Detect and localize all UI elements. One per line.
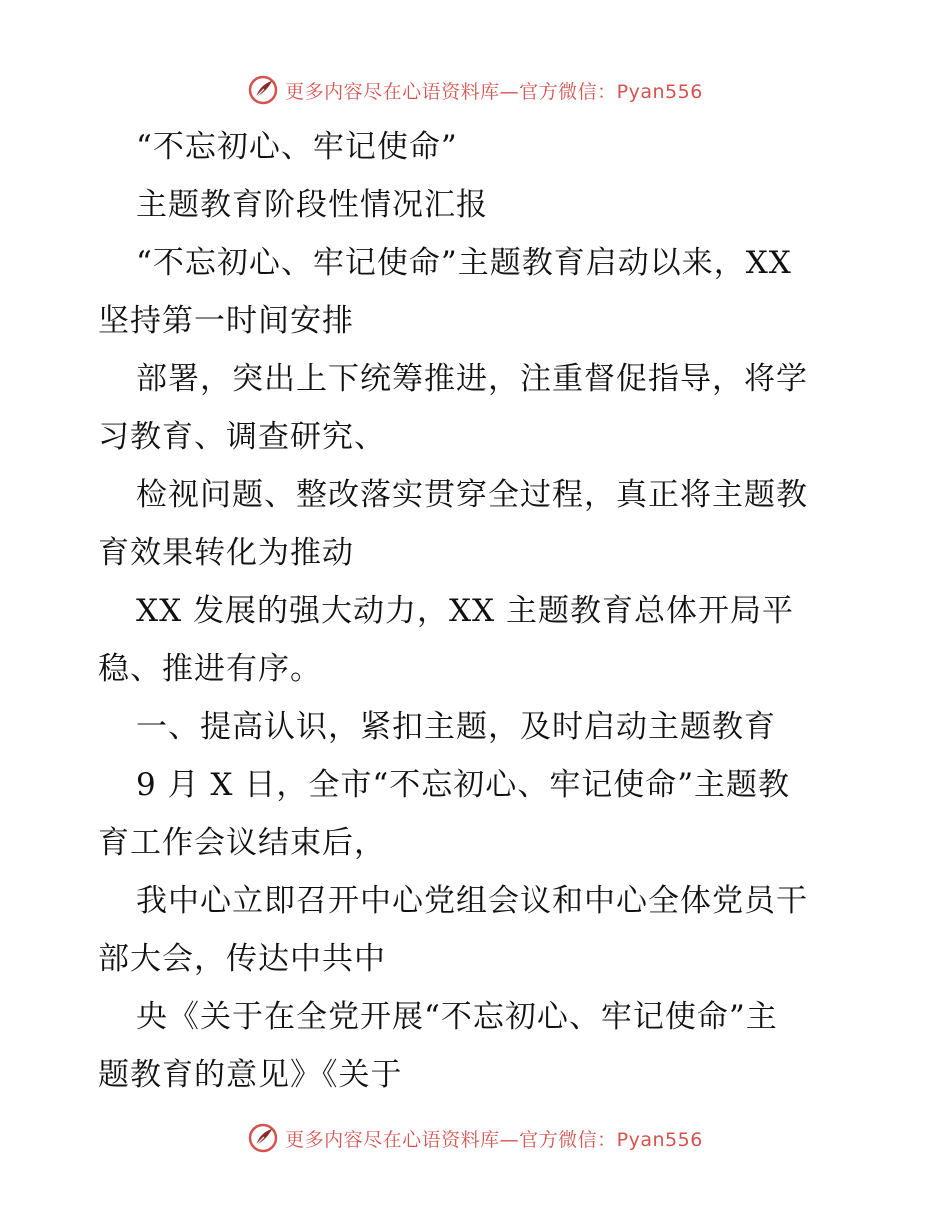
text-line: 主题教育阶段性情况汇报 <box>136 187 488 223</box>
text-line: 题教育的意见》《关于 <box>98 1057 403 1093</box>
feather-pen-logo-icon <box>247 1122 279 1154</box>
text-line: 一、提高认识，紧扣主题，及时启动主题教育 <box>136 709 776 745</box>
text-line: “不忘初心、牢记使命” <box>136 129 458 165</box>
text-line: XX 发展的强大动力，XX 主题教育总体开局平 <box>136 593 794 629</box>
footer-banner <box>0 1118 950 1158</box>
text-line: 央《关于在全党开展“不忘初心、牢记使命”主 <box>136 999 778 1035</box>
banner-text: 更多内容尽在心语资料库—官方微信：Pyan556 <box>285 1128 703 1151</box>
text-line: “不忘初心、牢记使命”主题教育启动以来，XX <box>136 245 792 281</box>
feather-pen-logo-icon <box>247 74 279 106</box>
text-line: 坚持第一时间安排 <box>98 303 354 339</box>
text-line: 习教育、调查研究、 <box>98 419 386 455</box>
text-line: 稳、推进有序。 <box>98 651 322 687</box>
text-line: 检视问题、整改落实贯穿全过程，真正将主题教 <box>136 477 808 513</box>
text-line: 育效果转化为推动 <box>98 535 354 571</box>
banner-text: 更多内容尽在心语资料库—官方微信：Pyan556 <box>285 80 703 103</box>
text-line: 9 月 X 日，全市“不忘初心、牢记使命”主题教 <box>136 767 791 803</box>
header-banner <box>0 70 950 110</box>
document-body <box>98 118 858 1104</box>
text-line: 我中心立即召开中心党组会议和中心全体党员干 <box>136 883 808 919</box>
text-line: 育工作会议结束后， <box>98 825 386 861</box>
text-line: 部署，突出上下统筹推进，注重督促指导，将学 <box>136 361 808 397</box>
text-line: 部大会，传达中共中 <box>98 941 386 977</box>
